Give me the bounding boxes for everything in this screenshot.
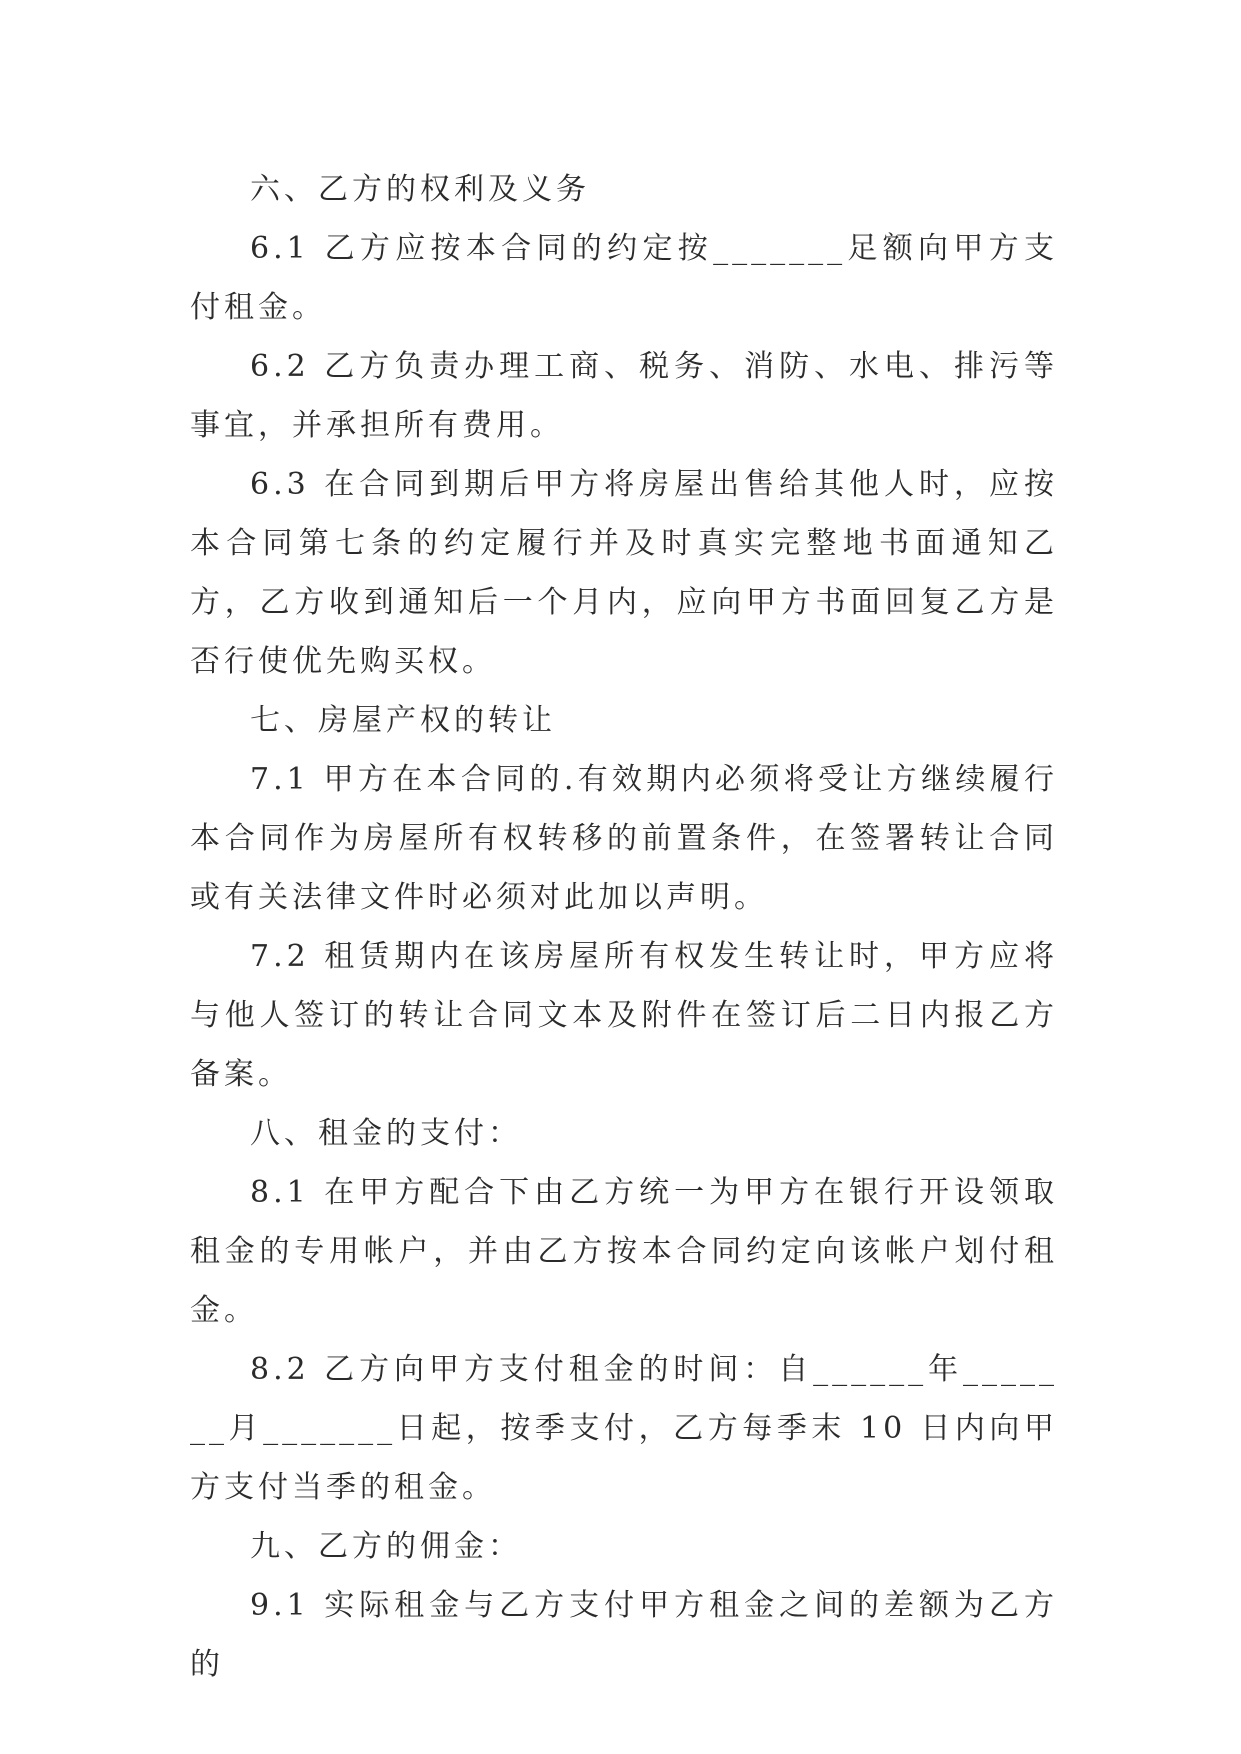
clause-6-2: 6.2 乙方负责办理工商、税务、消防、水电、排污等事宜，并承担所有费用。 [190, 349, 1058, 443]
clause-9-1: 9.1 实际租金与乙方支付甲方租金之间的差额为乙方的 [190, 1588, 1058, 1682]
document-body [190, 160, 1058, 1694]
clause-7-1: 7.1 甲方在本合同的.有效期内必须将受让方继续履行本合同作为房屋所有权转移的前置条件，在签署转让合同或有关法律文件时必须对此加以声明。 [190, 762, 1058, 915]
clause-7-2: 7.2 租赁期内在该房屋所有权发生转让时，甲方应将与他人签订的转让合同文本及附件在签订后二日内报乙方备案。 [190, 939, 1058, 1092]
clause-6-3: 6.3 在合同到期后甲方将房屋出售给其他人时，应按本合同第七条的约定履行并及时真实完整地书面通知乙方，乙方收到通知后一个月内，应向甲方书面回复乙方是否行使优先购买权。 [190, 467, 1058, 679]
clause-8-2: 8.2 乙方向甲方支付租金的时间：自______年_______月_______日起，按季支付，乙方每季末 10 日内向甲方支付当季的租金。 [190, 1352, 1058, 1505]
section-heading-9: 九、乙方的佣金： [250, 1529, 522, 1564]
section-heading-6: 六、乙方的权利及义务 [250, 172, 590, 207]
section-heading-8: 八、租金的支付： [250, 1116, 522, 1151]
section-heading-7: 七、房屋产权的转让 [250, 703, 556, 738]
clause-8-1: 8.1 在甲方配合下由乙方统一为甲方在银行开设领取租金的专用帐户，并由乙方按本合同约定向该帐户划付租金。 [190, 1175, 1058, 1328]
clause-6-1: 6.1 乙方应按本合同的约定按_______足额向甲方支付租金。 [190, 231, 1058, 325]
